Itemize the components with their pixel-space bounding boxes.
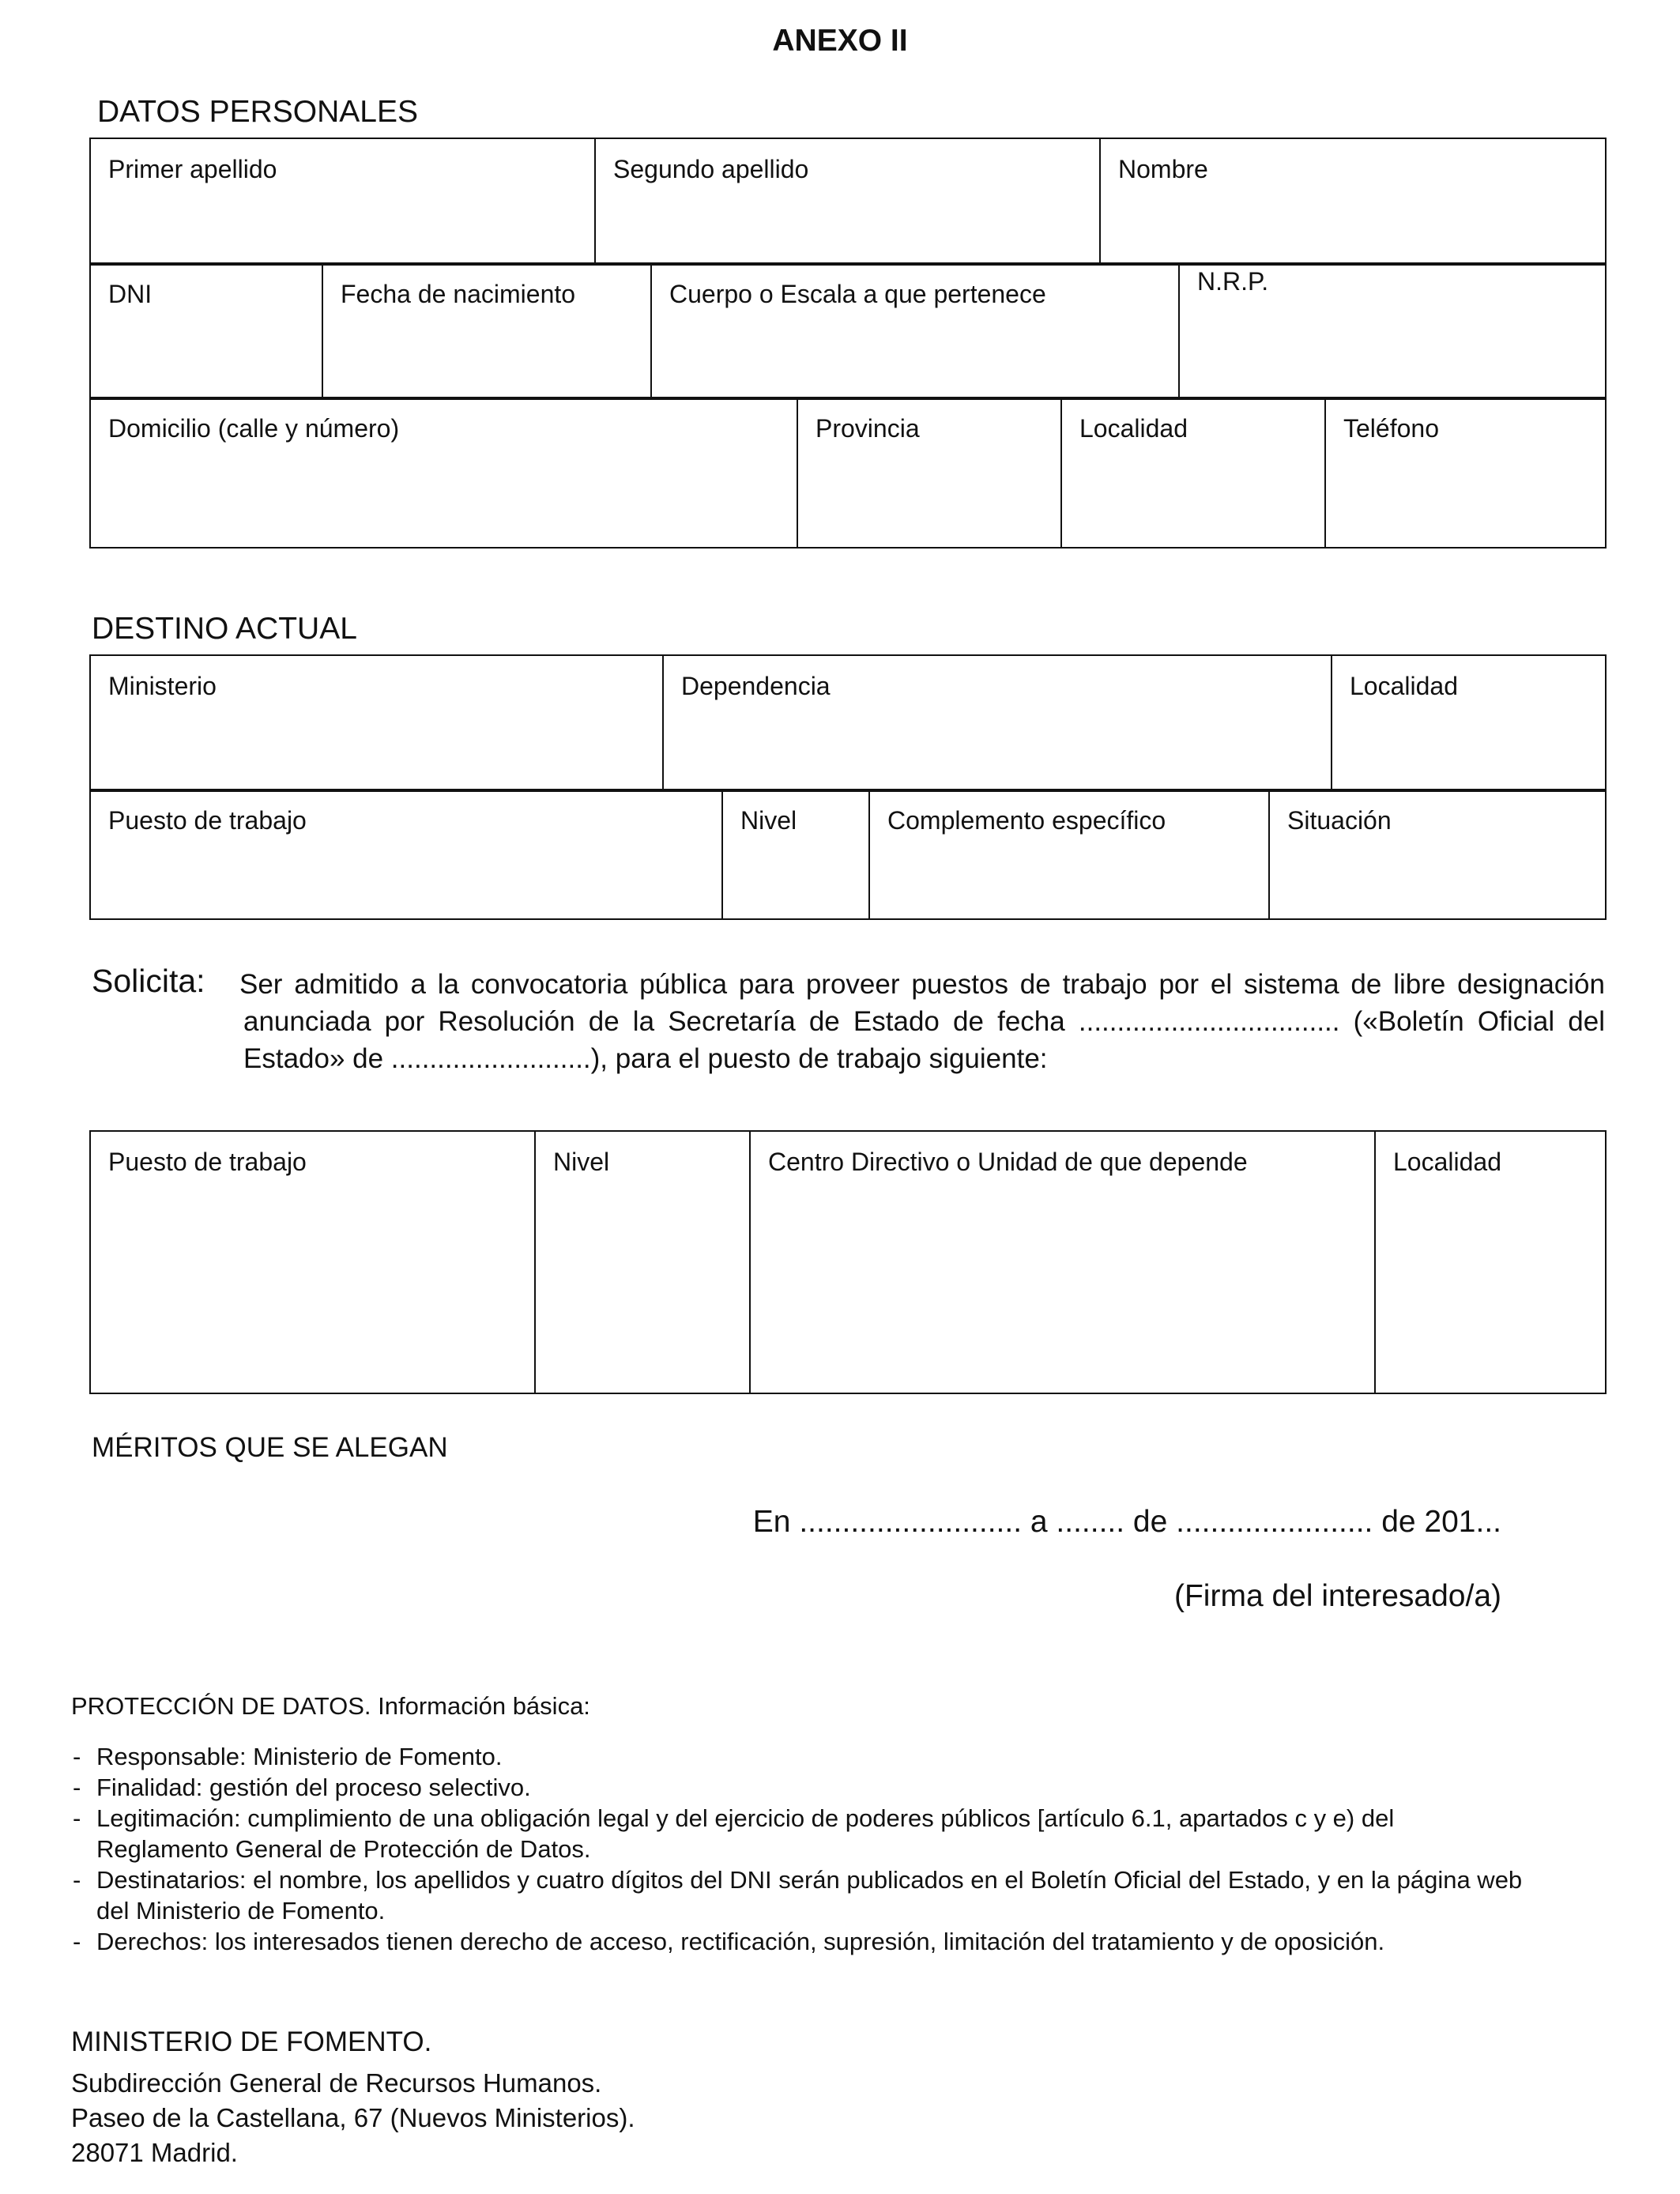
direccion-calle: Paseo de la Castellana, 67 (Nuevos Ministerios). — [71, 2103, 635, 2132]
field-cuerpo-escala[interactable]: Cuerpo o Escala a que pertenece — [651, 263, 1179, 399]
field-ministerio[interactable]: Ministerio — [90, 655, 663, 791]
list-item: - Destinatarios: el nombre, los apellidos y cuatro dígitos del DNI serán publicados en el Boletín Oficial del Estado, y en la página web del Ministerio de Fomento. — [71, 1864, 1525, 1926]
field-localidad-solicitada[interactable]: Localidad — [1375, 1131, 1606, 1393]
firma-interesado: (Firma del interesado/a) — [1174, 1579, 1501, 1613]
field-dni[interactable]: DNI — [90, 263, 322, 399]
field-dependencia[interactable]: Dependencia — [663, 655, 1332, 791]
field-localidad[interactable]: Localidad — [1061, 398, 1325, 548]
field-nombre[interactable]: Nombre — [1100, 138, 1606, 265]
meritos-heading: MÉRITOS QUE SE ALEGAN — [92, 1432, 448, 1463]
field-provincia[interactable]: Provincia — [797, 398, 1061, 548]
list-item: - Legitimación: cumplimiento de una obligación legal y del ejercicio de poderes públicos [artículo 6.1, apartados c y e) del Reglamento General de Protección de Datos. — [71, 1803, 1525, 1864]
field-centro-directivo[interactable]: Centro Directivo o Unidad de que depende — [750, 1131, 1375, 1393]
destino-actual-row1 — [89, 654, 1607, 792]
datos-personales-row2 — [89, 262, 1607, 400]
datos-personales-row1 — [89, 138, 1607, 266]
field-segundo-apellido[interactable]: Segundo apellido — [595, 138, 1100, 265]
document-title: ANEXO II — [772, 24, 908, 58]
field-complemento-especifico[interactable]: Complemento específico — [869, 790, 1269, 919]
solicita-line-1: Ser admitido a la convocatoria pública para proveer puestos de trabajo por el sistema de libre designación — [239, 969, 1605, 1000]
field-primer-apellido[interactable]: Primer apellido — [90, 138, 595, 265]
fecha-linea: En .......................... a ........ de ....................... de 201... — [752, 1505, 1501, 1539]
field-nrp[interactable]: N.R.P. — [1179, 263, 1606, 399]
list-item: - Finalidad: gestión del proceso selectivo. — [71, 1772, 1525, 1803]
field-situacion[interactable]: Situación — [1269, 790, 1606, 919]
list-item: - Derechos: los interesados tienen derecho de acceso, rectificación, supresión, limitación del tratamiento y de oposición. — [71, 1926, 1525, 1957]
field-puesto-trabajo-actual[interactable]: Puesto de trabajo — [90, 790, 722, 919]
field-nivel-solicitado[interactable]: Nivel — [535, 1131, 750, 1393]
solicita-line-3: Estado» de ..........................), para el puesto de trabajo siguiente: — [243, 1043, 1048, 1074]
field-domicilio[interactable]: Domicilio (calle y número) — [90, 398, 797, 548]
proteccion-datos-list — [71, 1741, 1525, 1957]
solicita-line-2: anunciada por Resolución de la Secretaría de Estado de fecha .................................. («Boletín Oficial del — [243, 1006, 1605, 1037]
field-puesto-trabajo-solicitado[interactable]: Puesto de trabajo — [90, 1131, 535, 1393]
field-fecha-nacimiento[interactable]: Fecha de nacimiento — [322, 263, 651, 399]
destino-actual-row2 — [89, 789, 1607, 920]
field-nivel-actual[interactable]: Nivel — [722, 790, 869, 919]
subdireccion: Subdirección General de Recursos Humanos. — [71, 2068, 602, 2098]
field-telefono[interactable]: Teléfono — [1325, 398, 1606, 548]
proteccion-datos-title: PROTECCIÓN DE DATOS. Información básica: — [71, 1692, 590, 1720]
section-heading-datos-personales: DATOS PERSONALES — [97, 95, 419, 129]
direccion-ciudad: 28071 Madrid. — [71, 2138, 238, 2167]
datos-personales-row3 — [89, 397, 1607, 548]
field-localidad-destino[interactable]: Localidad — [1332, 655, 1606, 791]
puesto-solicitado-table — [89, 1130, 1607, 1394]
ministerio-name: MINISTERIO DE FOMENTO. — [71, 2026, 432, 2057]
section-heading-destino-actual: DESTINO ACTUAL — [92, 612, 357, 646]
solicita-label: Solicita: — [92, 963, 205, 999]
list-item: - Responsable: Ministerio de Fomento. — [71, 1741, 1525, 1772]
